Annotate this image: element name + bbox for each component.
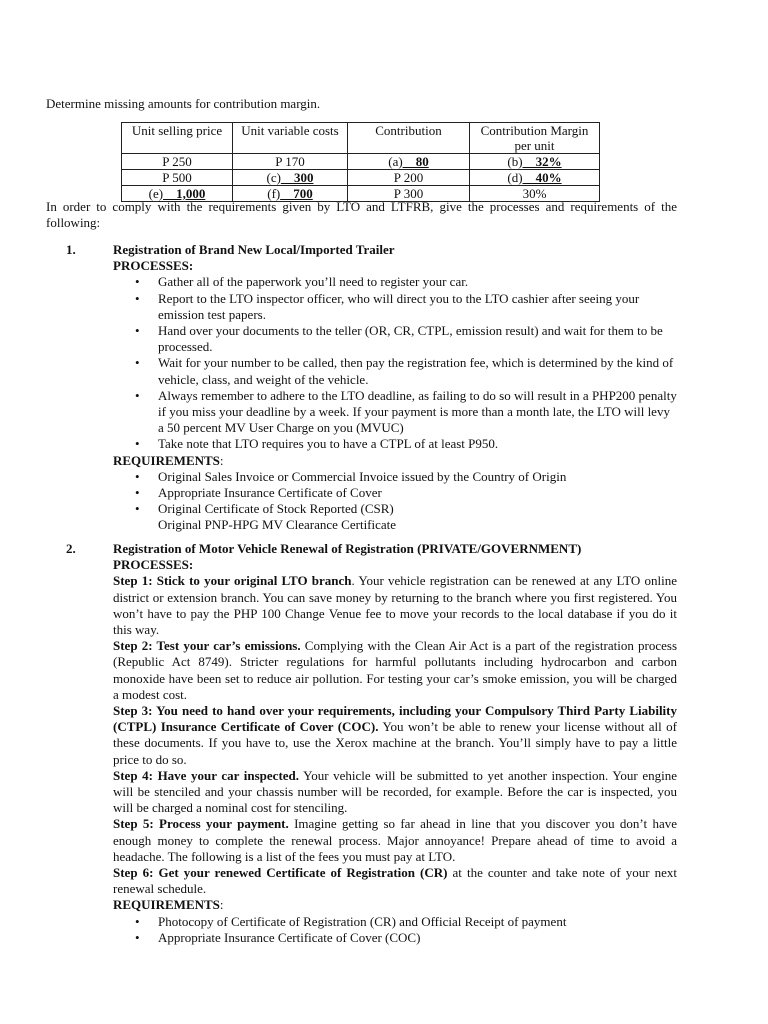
step-heading: Step 3: You need to hand over your requirements, including your Compulsory Third Party Liability (CTPL) Insurance Certificate of Cover (COC). — [113, 703, 677, 735]
table-cell: 30% — [470, 186, 600, 202]
answer-value: __40% — [522, 170, 562, 185]
step-text: Your vehicle will be submitted to yet another inspection. Your engine will be stenciled and your chassis number will be recorded, for example. Before the car is inspected, you will be charged a nominal cost for stenciling. — [113, 767, 678, 816]
list-item: Original PNP-HPG MV Clearance Certificate — [158, 517, 397, 533]
requirements-heading — [113, 453, 678, 469]
list-item: • Wait for your number to be called, then pay the registration fee, which is determined by the kind of vehicle, class, and weight of the vehicle. — [113, 355, 678, 387]
list-item: • Hand over your documents to the teller (OR, CR, CTPL, emission result) and wait for them to be processed. — [113, 323, 678, 355]
section-number: 2. — [66, 541, 76, 556]
answer-value: __80 — [402, 154, 429, 169]
answer-label: (f) — [267, 186, 281, 201]
requirements-list — [113, 469, 678, 534]
list-item: • Original Sales Invoice or Commercial Invoice issued by the Country of Origin — [113, 469, 678, 485]
section-number: 1. — [66, 242, 76, 257]
requirements-heading — [113, 897, 678, 913]
header-cell: Contribution Margin per unit — [470, 123, 600, 154]
processes-list — [113, 274, 678, 452]
table-header-row — [122, 123, 600, 154]
step-paragraph — [113, 573, 677, 638]
table-cell: P 250 — [122, 154, 233, 170]
table-row — [122, 154, 600, 170]
list-item: • Report to the LTO inspector officer, who will direct you to the LTO cashier after seeing your emission test papers. — [113, 291, 678, 323]
table-cell: P 500 — [122, 170, 233, 186]
list-item: • Original Certificate of Stock Reported (CSR) — [113, 501, 678, 517]
answer-label: (b) — [507, 154, 523, 169]
requirements-colon: : — [219, 897, 224, 913]
section-1 — [66, 242, 678, 534]
step-text: Imagine getting so far ahead in line that you discover you don’t have enough money to complete the renewal process. Major annoyance! Prepare ahead of time to avoid a headache. The following is a list of the fees you must pay at LTO. — [113, 816, 677, 864]
table-row — [122, 170, 600, 186]
answer-value: __700 — [280, 186, 313, 201]
step-heading: Step 2: Test your car’s emissions. — [113, 638, 301, 654]
answer-value: __300 — [280, 170, 314, 185]
list-item: • Gather all of the paperwork you’ll need to register your car. — [113, 274, 678, 290]
step-heading: Step 5: Process your payment. — [113, 816, 289, 832]
processes-label: PROCESSES: — [113, 258, 194, 274]
table-cell — [470, 170, 600, 186]
answer-label: (a) — [388, 154, 403, 169]
section-2 — [66, 541, 678, 946]
step-text: You won’t be able to renew your license without all of these documents. If you have to, use the Xerox machine at the branch. You’ll simply have to pay a little price to do so. — [113, 719, 677, 767]
step-heading: Step 1: Stick to your original LTO branch — [113, 573, 352, 589]
header-cell: Unit variable costs — [233, 123, 348, 154]
contribution-margin-table — [121, 122, 600, 202]
section-title: Registration of Motor Vehicle Renewal of Registration (PRIVATE/GOVERNMENT) — [113, 541, 582, 556]
intro-text: Determine missing amounts for contribution margin. — [46, 96, 321, 111]
table-cell: P 170 — [233, 154, 348, 170]
section-title: Registration of Brand New Local/Imported Trailer — [113, 242, 395, 257]
requirements-label: REQUIREMENTS — [113, 452, 220, 468]
answer-label: (d) — [507, 170, 523, 185]
list-item: • Photocopy of Certificate of Registration (CR) and Official Receipt of payment — [113, 914, 678, 930]
answer-value: __32% — [522, 154, 562, 169]
requirements-colon: : — [219, 452, 224, 468]
table-cell: P 200 — [348, 170, 470, 186]
step-paragraph — [113, 865, 677, 897]
step-paragraph — [113, 816, 677, 865]
table-cell: P 300 — [348, 186, 470, 202]
step-heading: Step 6: Get your renewed Certificate of Registration (CR) — [113, 865, 448, 881]
step-paragraph — [113, 768, 677, 817]
table-cell — [348, 154, 470, 170]
step-text: Complying with the Clean Air Act is a part of the registration process (Republic Act 8749). Stricter regulations for harmful pollutants including hydrocarbon and carbon monoxide have been set to reduce air pollution. For testing your car’s smoke emission, you will be charged a modest cost. — [113, 638, 678, 702]
table-cell — [233, 170, 348, 186]
answer-label: (c) — [266, 170, 281, 185]
requirements-label: REQUIREMENTS — [113, 897, 220, 913]
header-cell: Contribution — [348, 123, 470, 154]
step-text: at the counter and take note of your next renewal schedule. — [113, 865, 677, 897]
list-item: • Always remember to adhere to the LTO deadline, as failing to do so will result in a PHP200 penalty if you miss your deadline by a week. If your payment is more than a month late, the LTO will levy a 50 percent MV User Charge on you (MVUC) — [113, 388, 678, 437]
step-paragraph — [113, 638, 677, 703]
answer-label: (e) — [148, 186, 164, 201]
header-cell: Unit selling price — [122, 123, 233, 154]
step-text: . Your vehicle registration can be renewed at any LTO online district or extension branch. You can save money by returning to the branch where you first registered. You won’t have to pay the PHP 100 Change Venue fee to move your records to the local database if you do it this way. — [113, 573, 677, 638]
requirements-list — [113, 914, 678, 946]
processes-label: PROCESSES: — [113, 557, 194, 573]
table-cell — [470, 154, 600, 170]
step-heading: Step 4: Have your car inspected. — [113, 767, 300, 783]
list-item: • Take note that LTO requires you to have a CTPL of at least P950. — [113, 436, 678, 452]
step-paragraph — [113, 703, 677, 768]
instruction-paragraph: In order to comply with the requirements given by LTO and LTFRB, give the processes and requirements of the following: — [46, 199, 677, 231]
list-item: • Appropriate Insurance Certificate of Cover — [113, 485, 678, 501]
list-item: • Appropriate Insurance Certificate of Cover (COC) — [113, 930, 678, 946]
answer-value: __1,000 — [163, 186, 206, 201]
